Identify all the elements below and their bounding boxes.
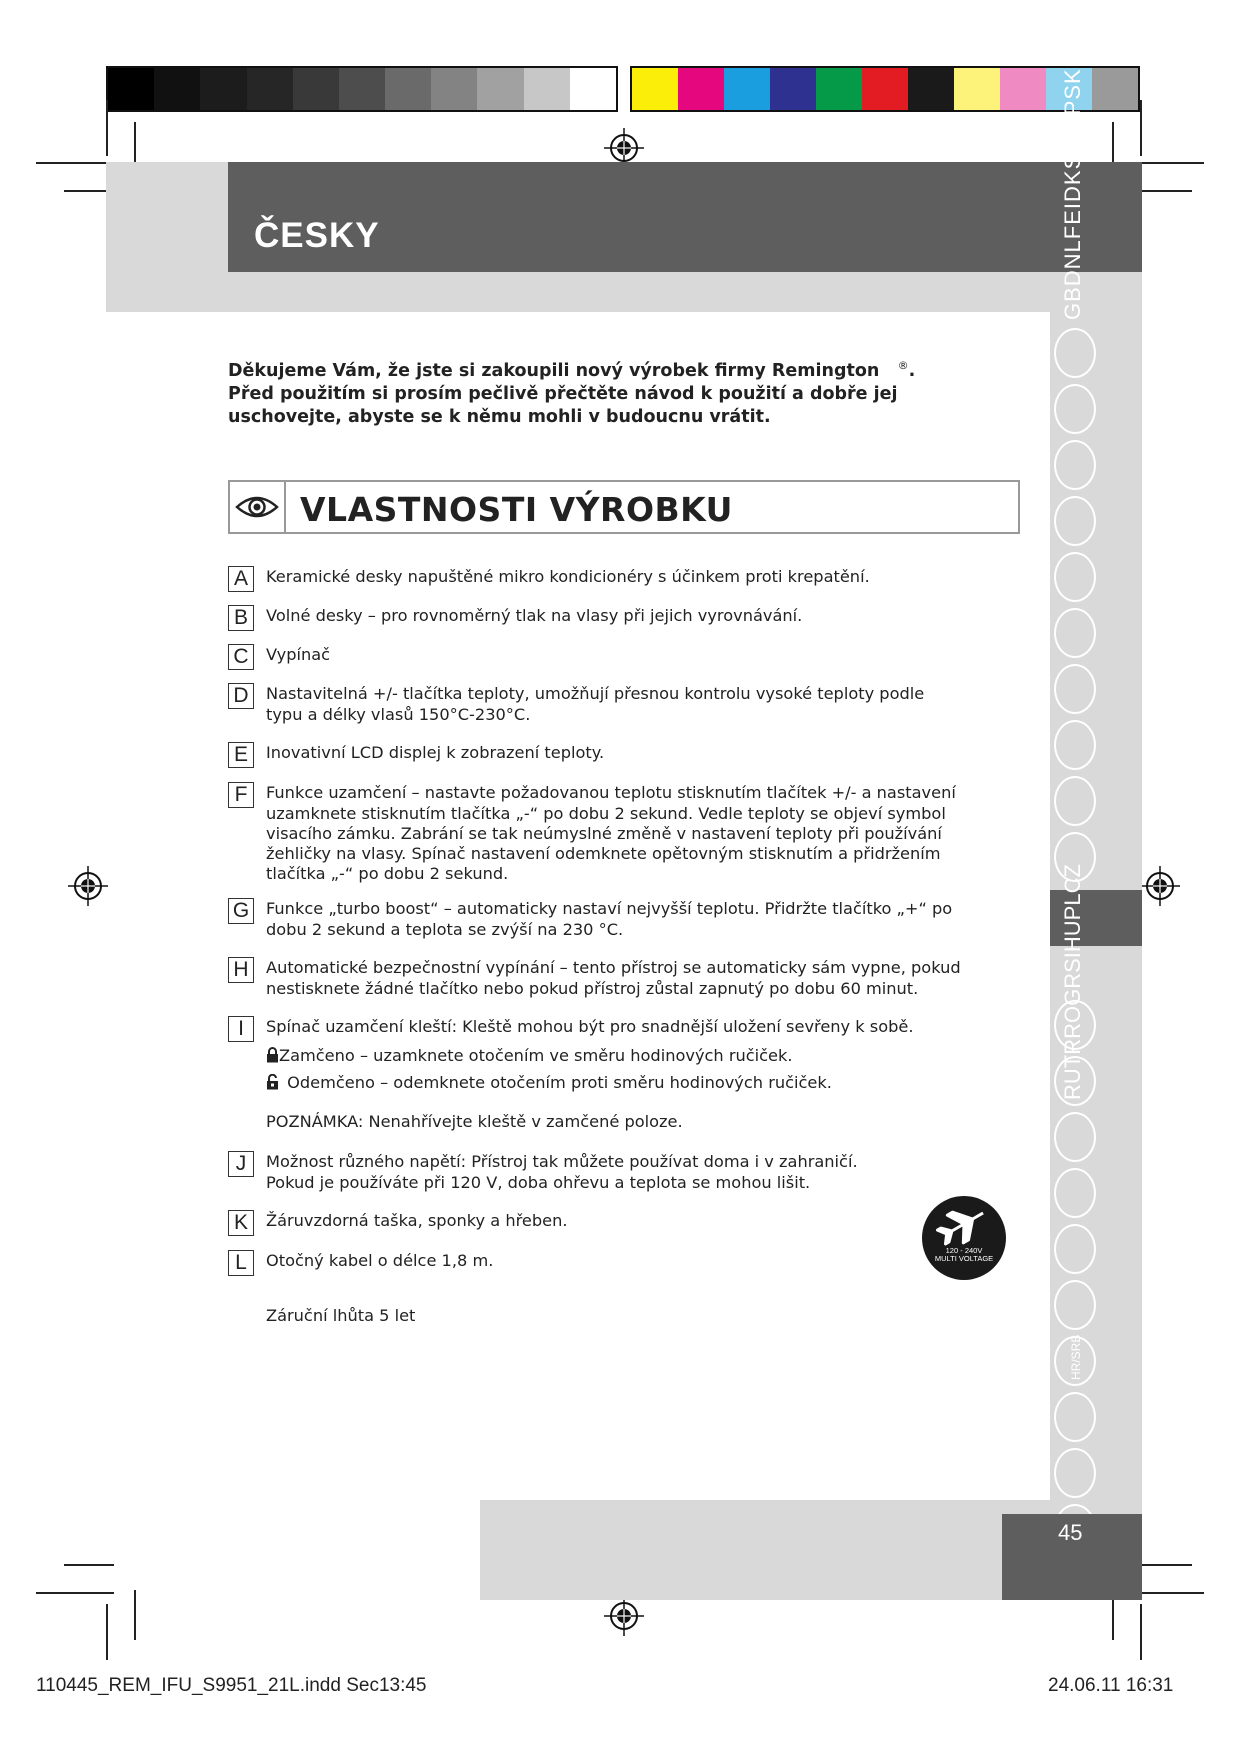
color-swatch — [200, 68, 246, 110]
intro-line-2: použitím si prosím pečlivě přečtěte návod k použití a dobře jej uschovejte, abyste se k němu mohli v budoucnu vrátit. — [228, 383, 898, 427]
crop-mark — [36, 162, 114, 164]
multi-voltage-badge — [922, 1196, 1006, 1280]
feature-letter: K — [228, 1210, 254, 1236]
feature-text-continued: uzamknete stisknutím tlačítka „-“ po dobu 2 sekund. Vedle teploty se objeví symbol visacího zámku. Zabrání se tak neúmyslné změně v nastavení teploty při používání žehličky na vlasy. Spínač nastavení odemknete opětovným stisknutím a přidržením tlačítka „-“ po dobu 2 sekund. — [266, 804, 946, 883]
intro-line-1-end: . Před — [228, 360, 916, 404]
color-swatch — [1092, 68, 1138, 110]
feature-letter: D — [228, 683, 254, 709]
language-tab-oval — [1054, 1448, 1096, 1498]
language-tab-oval — [1054, 1224, 1096, 1274]
color-swatch — [477, 68, 523, 110]
feature-item-i — [228, 1016, 988, 1093]
crop-mark — [134, 1590, 136, 1640]
badge-text — [922, 1247, 1006, 1263]
grayscale-color-bar — [106, 66, 618, 112]
badge-label: MULTI VOLTAGE — [934, 1254, 994, 1263]
feature-item-j — [228, 1151, 988, 1193]
crop-mark — [106, 1604, 108, 1660]
feature-text: Funkce „turbo boost“ – automaticky nastaví nejvyšší teplotu. Přidržte tlačítko „+“ po — [266, 899, 953, 918]
feature-letter: I — [228, 1016, 254, 1042]
feature-item-e — [228, 742, 988, 768]
feature-item-g — [228, 898, 988, 940]
feature-text: Spínač uzamčení kleští: Kleště mohou být pro snadnější uložení sevřeny k sobě. — [266, 1017, 914, 1036]
color-swatch — [678, 68, 724, 110]
language-tab-oval — [1054, 1336, 1096, 1386]
feature-text-continued: nestisknete žádné tlačítko nebo pokud přístroj zůstal zapnutý po dobu 60 minut. — [266, 979, 919, 998]
unlock-text: Odemčeno – odemknete otočením proti směru hodinových ručiček. — [287, 1073, 832, 1092]
feature-item-f — [228, 782, 988, 884]
color-swatch — [862, 68, 908, 110]
crop-mark — [1140, 100, 1142, 156]
feature-item-k — [228, 1210, 988, 1236]
feature-letter: B — [228, 605, 254, 631]
crop-mark — [1142, 162, 1204, 164]
crop-mark — [1142, 190, 1192, 192]
color-swatch — [632, 68, 678, 110]
warranty-text: Záruční lhůta 5 let — [266, 1306, 416, 1325]
crop-mark — [1140, 1604, 1142, 1660]
feature-text-continued: dobu 2 sekund a teplota se zvýší na 230 °C. — [266, 920, 624, 939]
feature-letter: H — [228, 957, 254, 983]
color-swatch — [385, 68, 431, 110]
language-tab-oval — [1054, 664, 1096, 714]
feature-letter: L — [228, 1250, 254, 1276]
color-swatch — [770, 68, 816, 110]
feature-letter: F — [228, 782, 254, 808]
language-tab-oval — [1054, 440, 1096, 490]
registration-mark-icon — [68, 866, 108, 906]
feature-letter: E — [228, 742, 254, 768]
color-swatch — [908, 68, 954, 110]
lock-closed-icon — [266, 1047, 279, 1063]
footer-date-time: 24.06.11 16:31 — [1048, 1675, 1174, 1696]
feature-text: Otočný kabel o délce 1,8 m. — [266, 1251, 494, 1270]
section-title: VLASTNOSTI VÝROBKU — [300, 490, 733, 529]
color-swatch — [570, 68, 616, 110]
language-tab-oval — [1054, 1392, 1096, 1442]
language-tab-oval — [1054, 776, 1096, 826]
page-title: ČESKY — [254, 216, 380, 255]
color-swatch — [724, 68, 770, 110]
feature-text: Možnost různého napětí: Přístroj tak můžete používat doma i v zahraničí. — [266, 1152, 858, 1171]
feature-text: Keramické desky napuštěné mikro kondicionéry s účinkem proti krepatění. — [266, 567, 870, 586]
section-heading — [228, 480, 1020, 534]
intro-paragraph — [228, 354, 948, 429]
feature-item-a — [228, 566, 988, 592]
language-tab-oval — [1054, 384, 1096, 434]
footer-file-info: 110445_REM_IFU_S9951_21L.indd Sec13:45 — [36, 1675, 427, 1696]
color-swatch — [524, 68, 570, 110]
page-number: 45 — [1058, 1520, 1083, 1545]
color-swatch — [1000, 68, 1046, 110]
feature-text: Inovativní LCD displej k zobrazení teploty. — [266, 743, 605, 762]
color-swatch — [108, 68, 154, 110]
feature-item-h — [228, 957, 988, 999]
language-tab-oval — [1054, 328, 1096, 378]
language-tabs-middle: RUTRROGRSIHUPLCZ — [1060, 864, 1085, 1100]
feature-text: Funkce uzamčení – nastavte požadovanou teplotu stisknutím tlačítek +/- a nastavení — [266, 783, 956, 802]
color-swatch — [431, 68, 477, 110]
feature-letter: G — [228, 898, 254, 924]
lock-open-icon — [266, 1074, 282, 1090]
note: POZNÁMKA: Nenahřívejte kleště v zamčené poloze. — [266, 1112, 683, 1131]
badge-voltage: 120 - 240V — [945, 1246, 983, 1255]
lock-text: Zamčeno – uzamknete otočením ve směru hodinových ručiček. — [279, 1046, 793, 1065]
language-tab-oval — [1054, 496, 1096, 546]
registration-mark-icon — [1140, 866, 1180, 906]
feature-text: Automatické bezpečnostní vypínání – tento přístroj se automaticky sám vypne, pokud — [266, 958, 961, 977]
feature-text-continued: Pokud je používáte při 120 V, doba ohřevu a teplota se mohou lišit. — [266, 1173, 811, 1192]
color-swatch — [154, 68, 200, 110]
eye-icon — [230, 482, 286, 532]
language-tab-oval — [1054, 1280, 1096, 1330]
registration-mark-icon — [604, 1596, 644, 1636]
feature-text: Nastavitelná +/- tlačítka teploty, umožňují přesnou kontrolu vysoké teploty podle — [266, 684, 925, 703]
language-tab-oval — [1054, 1056, 1096, 1106]
color-swatch — [293, 68, 339, 110]
feature-text: Vypínač — [266, 645, 331, 664]
crop-mark — [1142, 1592, 1204, 1594]
feature-item-l — [228, 1250, 988, 1276]
intro-line-1: Děkujeme Vám, že jste si zakoupili nový výrobek firmy Remington — [228, 360, 880, 381]
language-tab-small: HR/SRB — [1069, 1334, 1083, 1380]
crop-mark — [106, 100, 108, 156]
language-tab-oval — [1054, 608, 1096, 658]
feature-letter: C — [228, 644, 254, 670]
color-swatch — [339, 68, 385, 110]
language-tabs-top: GBDNLFEIDKSFINPSK — [1060, 68, 1085, 320]
registered-mark: ® — [897, 359, 909, 372]
lock-row — [228, 1046, 988, 1066]
feature-text: Volné desky – pro rovnoměrný tlak na vlasy při jejich vyrovnávání. — [266, 606, 803, 625]
color-swatch — [247, 68, 293, 110]
language-tab-oval — [1054, 552, 1096, 602]
feature-item-c — [228, 644, 988, 670]
crop-mark — [64, 1564, 114, 1566]
language-tab-oval — [1054, 832, 1096, 882]
color-swatch — [816, 68, 862, 110]
feature-letter: A — [228, 566, 254, 592]
feature-item-b — [228, 605, 988, 631]
unlock-row — [228, 1073, 988, 1093]
crop-mark — [1142, 1564, 1192, 1566]
feature-text-continued: typu a délky vlasů 150°C-230°C. — [266, 705, 531, 724]
language-tab-oval — [1054, 1168, 1096, 1218]
crop-mark — [36, 1592, 114, 1594]
language-tab-oval — [1054, 1000, 1096, 1050]
color-swatch — [954, 68, 1000, 110]
feature-text: Žáruvzdorná taška, sponky a hřeben. — [266, 1211, 568, 1230]
language-tab-oval — [1054, 1112, 1096, 1162]
feature-letter: J — [228, 1151, 254, 1177]
language-tab-oval — [1054, 720, 1096, 770]
feature-item-d — [228, 683, 988, 725]
